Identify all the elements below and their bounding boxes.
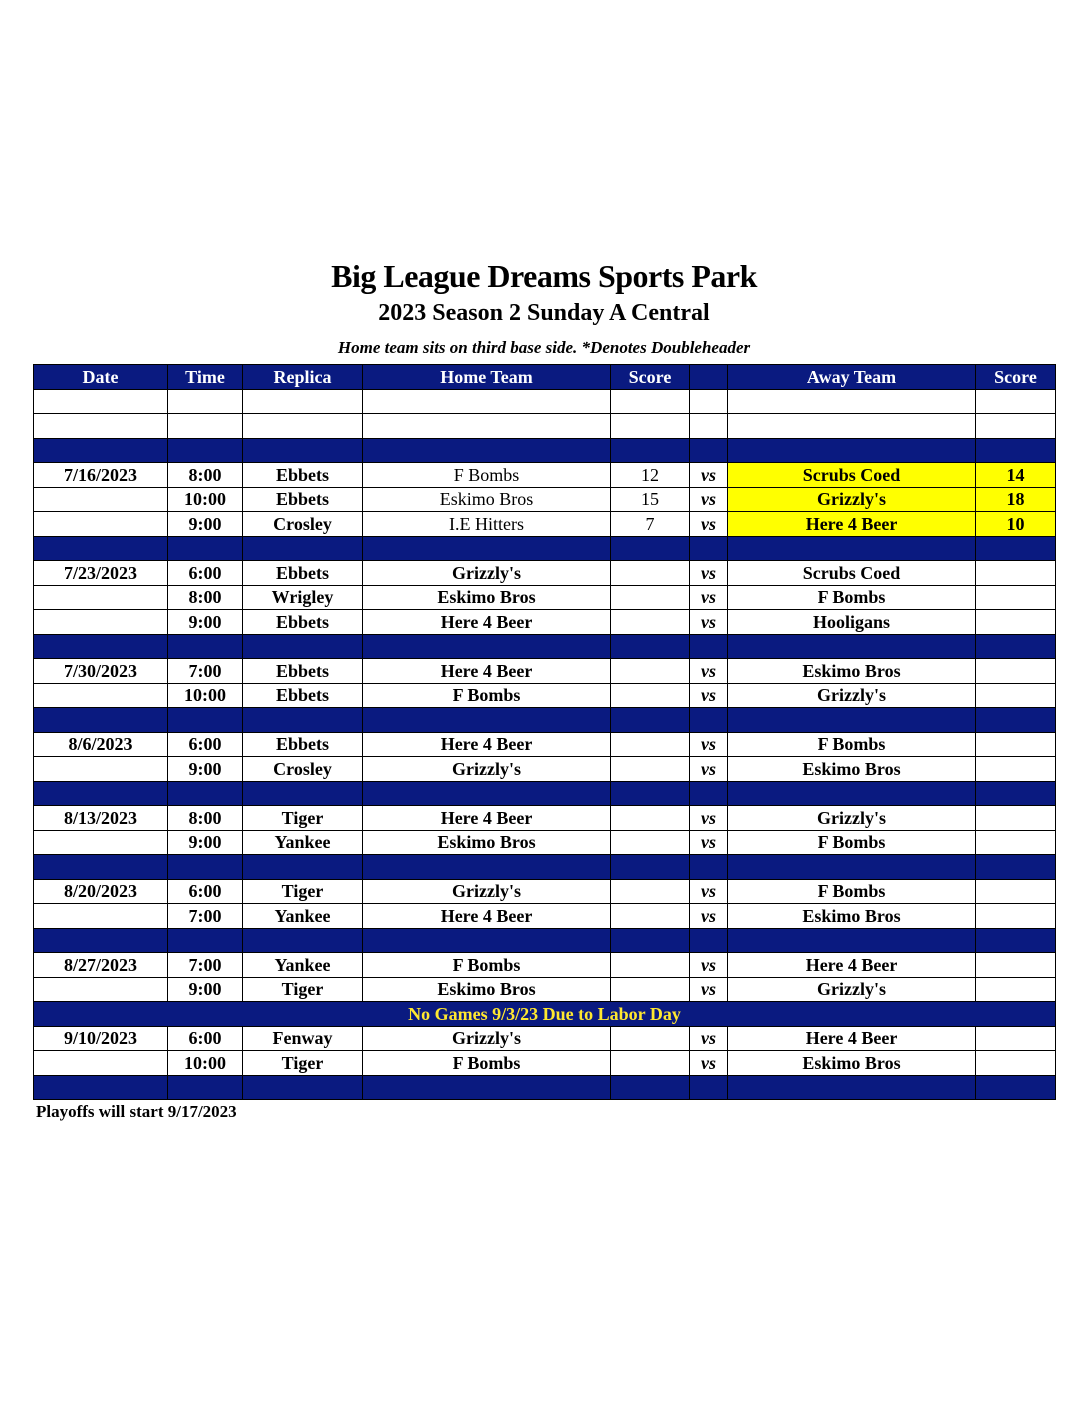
empty-cell [611, 634, 690, 659]
empty-cell [728, 781, 976, 806]
away-team: Here 4 Beer [728, 512, 976, 537]
away-team: F Bombs [728, 732, 976, 757]
game-row [34, 512, 1056, 537]
empty-cell [34, 634, 168, 659]
game-date: 7/30/2023 [34, 659, 168, 684]
game-row [34, 1026, 1056, 1051]
empty-cell [168, 414, 243, 439]
empty-cell [243, 928, 363, 953]
empty-cell [363, 634, 611, 659]
vs-label: vs [690, 561, 728, 586]
empty-cell [243, 708, 363, 733]
vs-label: vs [690, 732, 728, 757]
separator-row [34, 855, 1056, 880]
away-score [976, 757, 1056, 782]
game-time: 7:00 [168, 659, 243, 684]
game-time: 6:00 [168, 1026, 243, 1051]
header-date: Date [34, 365, 168, 390]
game-replica: Ebbets [243, 610, 363, 635]
vs-label: vs [690, 512, 728, 537]
empty-cell [363, 855, 611, 880]
empty-cell [363, 708, 611, 733]
empty-cell [34, 414, 168, 439]
empty-cell [728, 634, 976, 659]
separator-row [34, 708, 1056, 733]
home-score [611, 904, 690, 929]
vs-label: vs [690, 830, 728, 855]
away-team: Here 4 Beer [728, 1026, 976, 1051]
vs-label: vs [690, 659, 728, 684]
empty-cell [728, 928, 976, 953]
empty-cell [363, 438, 611, 463]
game-time: 7:00 [168, 953, 243, 978]
empty-cell [363, 928, 611, 953]
empty-cell [611, 389, 690, 414]
empty-cell [976, 708, 1056, 733]
empty-cell [611, 438, 690, 463]
game-date [34, 904, 168, 929]
away-score [976, 879, 1056, 904]
game-replica: Ebbets [243, 463, 363, 488]
game-row [34, 977, 1056, 1002]
game-time: 9:00 [168, 610, 243, 635]
home-score [611, 1051, 690, 1076]
empty-cell [976, 389, 1056, 414]
away-score: 14 [976, 463, 1056, 488]
empty-cell [976, 855, 1056, 880]
home-score [611, 683, 690, 708]
away-score [976, 904, 1056, 929]
header-time: Time [168, 365, 243, 390]
game-time: 9:00 [168, 977, 243, 1002]
empty-cell [363, 414, 611, 439]
game-replica: Ebbets [243, 487, 363, 512]
home-team: F Bombs [363, 463, 611, 488]
separator-row [34, 438, 1056, 463]
playoffs-note: Playoffs will start 9/17/2023 [36, 1102, 237, 1121]
vs-label: vs [690, 1026, 728, 1051]
away-score [976, 953, 1056, 978]
home-team: Eskimo Bros [363, 830, 611, 855]
game-replica: Crosley [243, 757, 363, 782]
empty-cell [168, 781, 243, 806]
game-replica: Ebbets [243, 732, 363, 757]
game-replica: Fenway [243, 1026, 363, 1051]
home-score [611, 610, 690, 635]
away-team: Eskimo Bros [728, 904, 976, 929]
empty-cell [690, 438, 728, 463]
game-row [34, 1051, 1056, 1076]
empty-cell [728, 536, 976, 561]
game-row [34, 879, 1056, 904]
away-score [976, 659, 1056, 684]
game-date [34, 512, 168, 537]
away-team: F Bombs [728, 830, 976, 855]
away-team: Grizzly's [728, 806, 976, 831]
page-title: Big League Dreams Sports Park [331, 258, 757, 294]
empty-cell [243, 438, 363, 463]
empty-cell [976, 438, 1056, 463]
home-score [611, 806, 690, 831]
vs-label: vs [690, 904, 728, 929]
game-time: 9:00 [168, 512, 243, 537]
home-team: Eskimo Bros [363, 487, 611, 512]
vs-label: vs [690, 953, 728, 978]
no-games-notice: No Games 9/3/23 Due to Labor Day [34, 1002, 1056, 1027]
game-replica: Tiger [243, 1051, 363, 1076]
vs-label: vs [690, 585, 728, 610]
separator-row [34, 781, 1056, 806]
header-replica: Replica [243, 365, 363, 390]
empty-cell [976, 781, 1056, 806]
empty-cell [690, 1075, 728, 1100]
vs-label: vs [690, 879, 728, 904]
empty-cell [243, 414, 363, 439]
home-team: Here 4 Beer [363, 806, 611, 831]
empty-cell [168, 536, 243, 561]
game-date: 8/13/2023 [34, 806, 168, 831]
empty-cell [611, 928, 690, 953]
empty-cell [690, 928, 728, 953]
empty-cell [690, 708, 728, 733]
game-time: 10:00 [168, 683, 243, 708]
empty-cell [243, 1075, 363, 1100]
game-replica: Tiger [243, 879, 363, 904]
separator-row [34, 536, 1056, 561]
empty-cell [690, 414, 728, 439]
game-row [34, 463, 1056, 488]
empty-cell [728, 855, 976, 880]
game-date [34, 585, 168, 610]
empty-cell [168, 855, 243, 880]
home-score [611, 1026, 690, 1051]
empty-cell [611, 855, 690, 880]
game-date: 8/20/2023 [34, 879, 168, 904]
home-score: 15 [611, 487, 690, 512]
game-date [34, 610, 168, 635]
away-team: F Bombs [728, 879, 976, 904]
game-time: 8:00 [168, 806, 243, 831]
game-time: 10:00 [168, 1051, 243, 1076]
game-time: 6:00 [168, 879, 243, 904]
vs-label: vs [690, 977, 728, 1002]
home-score [611, 977, 690, 1002]
home-score: 12 [611, 463, 690, 488]
empty-cell [363, 781, 611, 806]
empty-cell [34, 855, 168, 880]
empty-cell [363, 1075, 611, 1100]
header-home-score: Score [611, 365, 690, 390]
game-time: 6:00 [168, 732, 243, 757]
home-score [611, 953, 690, 978]
home-team: F Bombs [363, 683, 611, 708]
game-row [34, 953, 1056, 978]
empty-cell [168, 708, 243, 733]
game-replica: Yankee [243, 904, 363, 929]
game-replica: Crosley [243, 512, 363, 537]
away-score [976, 1026, 1056, 1051]
away-score [976, 1051, 1056, 1076]
game-row [34, 757, 1056, 782]
game-date [34, 830, 168, 855]
away-team: Hooligans [728, 610, 976, 635]
game-replica: Yankee [243, 830, 363, 855]
separator-row [34, 928, 1056, 953]
game-row [34, 904, 1056, 929]
schedule-body [34, 389, 1056, 1100]
game-date [34, 683, 168, 708]
away-score [976, 977, 1056, 1002]
game-replica: Ebbets [243, 683, 363, 708]
game-row [34, 610, 1056, 635]
game-date: 8/27/2023 [34, 953, 168, 978]
header-away-score: Score [976, 365, 1056, 390]
game-time: 7:00 [168, 904, 243, 929]
empty-cell [168, 1075, 243, 1100]
game-date [34, 757, 168, 782]
game-date [34, 977, 168, 1002]
empty-cell [243, 634, 363, 659]
game-replica: Ebbets [243, 561, 363, 586]
empty-cell [243, 855, 363, 880]
home-team: Here 4 Beer [363, 659, 611, 684]
game-row [34, 683, 1056, 708]
empty-cell [690, 536, 728, 561]
header-row [34, 365, 1056, 390]
game-row [34, 806, 1056, 831]
away-score [976, 806, 1056, 831]
away-team: Eskimo Bros [728, 757, 976, 782]
page-subtitle: 2023 Season 2 Sunday A Central [378, 300, 710, 326]
home-score [611, 879, 690, 904]
game-time: 10:00 [168, 487, 243, 512]
empty-cell [976, 634, 1056, 659]
notice-row [34, 1002, 1056, 1027]
empty-cell [363, 536, 611, 561]
home-team: Grizzly's [363, 757, 611, 782]
home-team: Here 4 Beer [363, 904, 611, 929]
empty-cell [690, 855, 728, 880]
game-row [34, 659, 1056, 684]
empty-cell [611, 708, 690, 733]
away-team: Scrubs Coed [728, 561, 976, 586]
empty-cell [168, 438, 243, 463]
home-team: Grizzly's [363, 1026, 611, 1051]
away-score: 10 [976, 512, 1056, 537]
away-score [976, 610, 1056, 635]
game-time: 8:00 [168, 463, 243, 488]
blank-row [34, 414, 1056, 439]
empty-cell [611, 1075, 690, 1100]
empty-cell [34, 1075, 168, 1100]
empty-cell [34, 438, 168, 463]
empty-cell [34, 928, 168, 953]
game-date: 7/16/2023 [34, 463, 168, 488]
empty-cell [34, 389, 168, 414]
game-replica: Wrigley [243, 585, 363, 610]
game-time: 9:00 [168, 830, 243, 855]
empty-cell [611, 414, 690, 439]
game-replica: Ebbets [243, 659, 363, 684]
home-team: Eskimo Bros [363, 585, 611, 610]
home-team: F Bombs [363, 953, 611, 978]
away-team: Scrubs Coed [728, 463, 976, 488]
home-team: F Bombs [363, 1051, 611, 1076]
away-score [976, 830, 1056, 855]
vs-label: vs [690, 487, 728, 512]
home-score [611, 659, 690, 684]
schedule-table [33, 364, 1056, 1100]
game-row [34, 732, 1056, 757]
empty-cell [243, 781, 363, 806]
empty-cell [728, 389, 976, 414]
empty-cell [243, 389, 363, 414]
away-team: Grizzly's [728, 977, 976, 1002]
game-row [34, 830, 1056, 855]
empty-cell [34, 708, 168, 733]
game-row [34, 561, 1056, 586]
empty-cell [611, 536, 690, 561]
header-home-team: Home Team [363, 365, 611, 390]
empty-cell [690, 389, 728, 414]
empty-cell [690, 781, 728, 806]
empty-cell [728, 438, 976, 463]
home-score [611, 757, 690, 782]
vs-label: vs [690, 610, 728, 635]
game-time: 6:00 [168, 561, 243, 586]
empty-cell [690, 634, 728, 659]
empty-cell [976, 536, 1056, 561]
header-vs [690, 365, 728, 390]
schedule-note: Home team sits on third base side. *Denotes Doubleheader [337, 338, 751, 357]
empty-cell [363, 389, 611, 414]
empty-cell [611, 781, 690, 806]
empty-cell [728, 708, 976, 733]
empty-cell [168, 389, 243, 414]
empty-cell [976, 928, 1056, 953]
game-date: 7/23/2023 [34, 561, 168, 586]
vs-label: vs [690, 757, 728, 782]
away-team: Eskimo Bros [728, 1051, 976, 1076]
empty-cell [728, 414, 976, 439]
vs-label: vs [690, 1051, 728, 1076]
game-date: 9/10/2023 [34, 1026, 168, 1051]
empty-cell [34, 536, 168, 561]
game-time: 8:00 [168, 585, 243, 610]
game-date [34, 1051, 168, 1076]
home-score: 7 [611, 512, 690, 537]
home-score [611, 585, 690, 610]
header-away-team: Away Team [728, 365, 976, 390]
blank-row [34, 389, 1056, 414]
separator-row [34, 634, 1056, 659]
game-row [34, 585, 1056, 610]
away-team: Grizzly's [728, 487, 976, 512]
game-replica: Tiger [243, 977, 363, 1002]
home-score [611, 561, 690, 586]
away-team: Here 4 Beer [728, 953, 976, 978]
game-replica: Yankee [243, 953, 363, 978]
away-team: F Bombs [728, 585, 976, 610]
home-team: Here 4 Beer [363, 610, 611, 635]
separator-row [34, 1075, 1056, 1100]
game-date [34, 487, 168, 512]
home-team: I.E Hitters [363, 512, 611, 537]
game-date: 8/6/2023 [34, 732, 168, 757]
empty-cell [168, 634, 243, 659]
empty-cell [34, 781, 168, 806]
away-score [976, 561, 1056, 586]
empty-cell [243, 536, 363, 561]
home-team: Grizzly's [363, 561, 611, 586]
home-team: Grizzly's [363, 879, 611, 904]
vs-label: vs [690, 683, 728, 708]
vs-label: vs [690, 806, 728, 831]
empty-cell [728, 1075, 976, 1100]
empty-cell [976, 414, 1056, 439]
away-team: Grizzly's [728, 683, 976, 708]
away-team: Eskimo Bros [728, 659, 976, 684]
game-time: 9:00 [168, 757, 243, 782]
home-team: Eskimo Bros [363, 977, 611, 1002]
away-score [976, 732, 1056, 757]
game-row [34, 487, 1056, 512]
vs-label: vs [690, 463, 728, 488]
game-replica: Tiger [243, 806, 363, 831]
home-score [611, 830, 690, 855]
away-score [976, 683, 1056, 708]
home-score [611, 732, 690, 757]
away-score [976, 585, 1056, 610]
away-score: 18 [976, 487, 1056, 512]
home-team: Here 4 Beer [363, 732, 611, 757]
empty-cell [976, 1075, 1056, 1100]
empty-cell [168, 928, 243, 953]
